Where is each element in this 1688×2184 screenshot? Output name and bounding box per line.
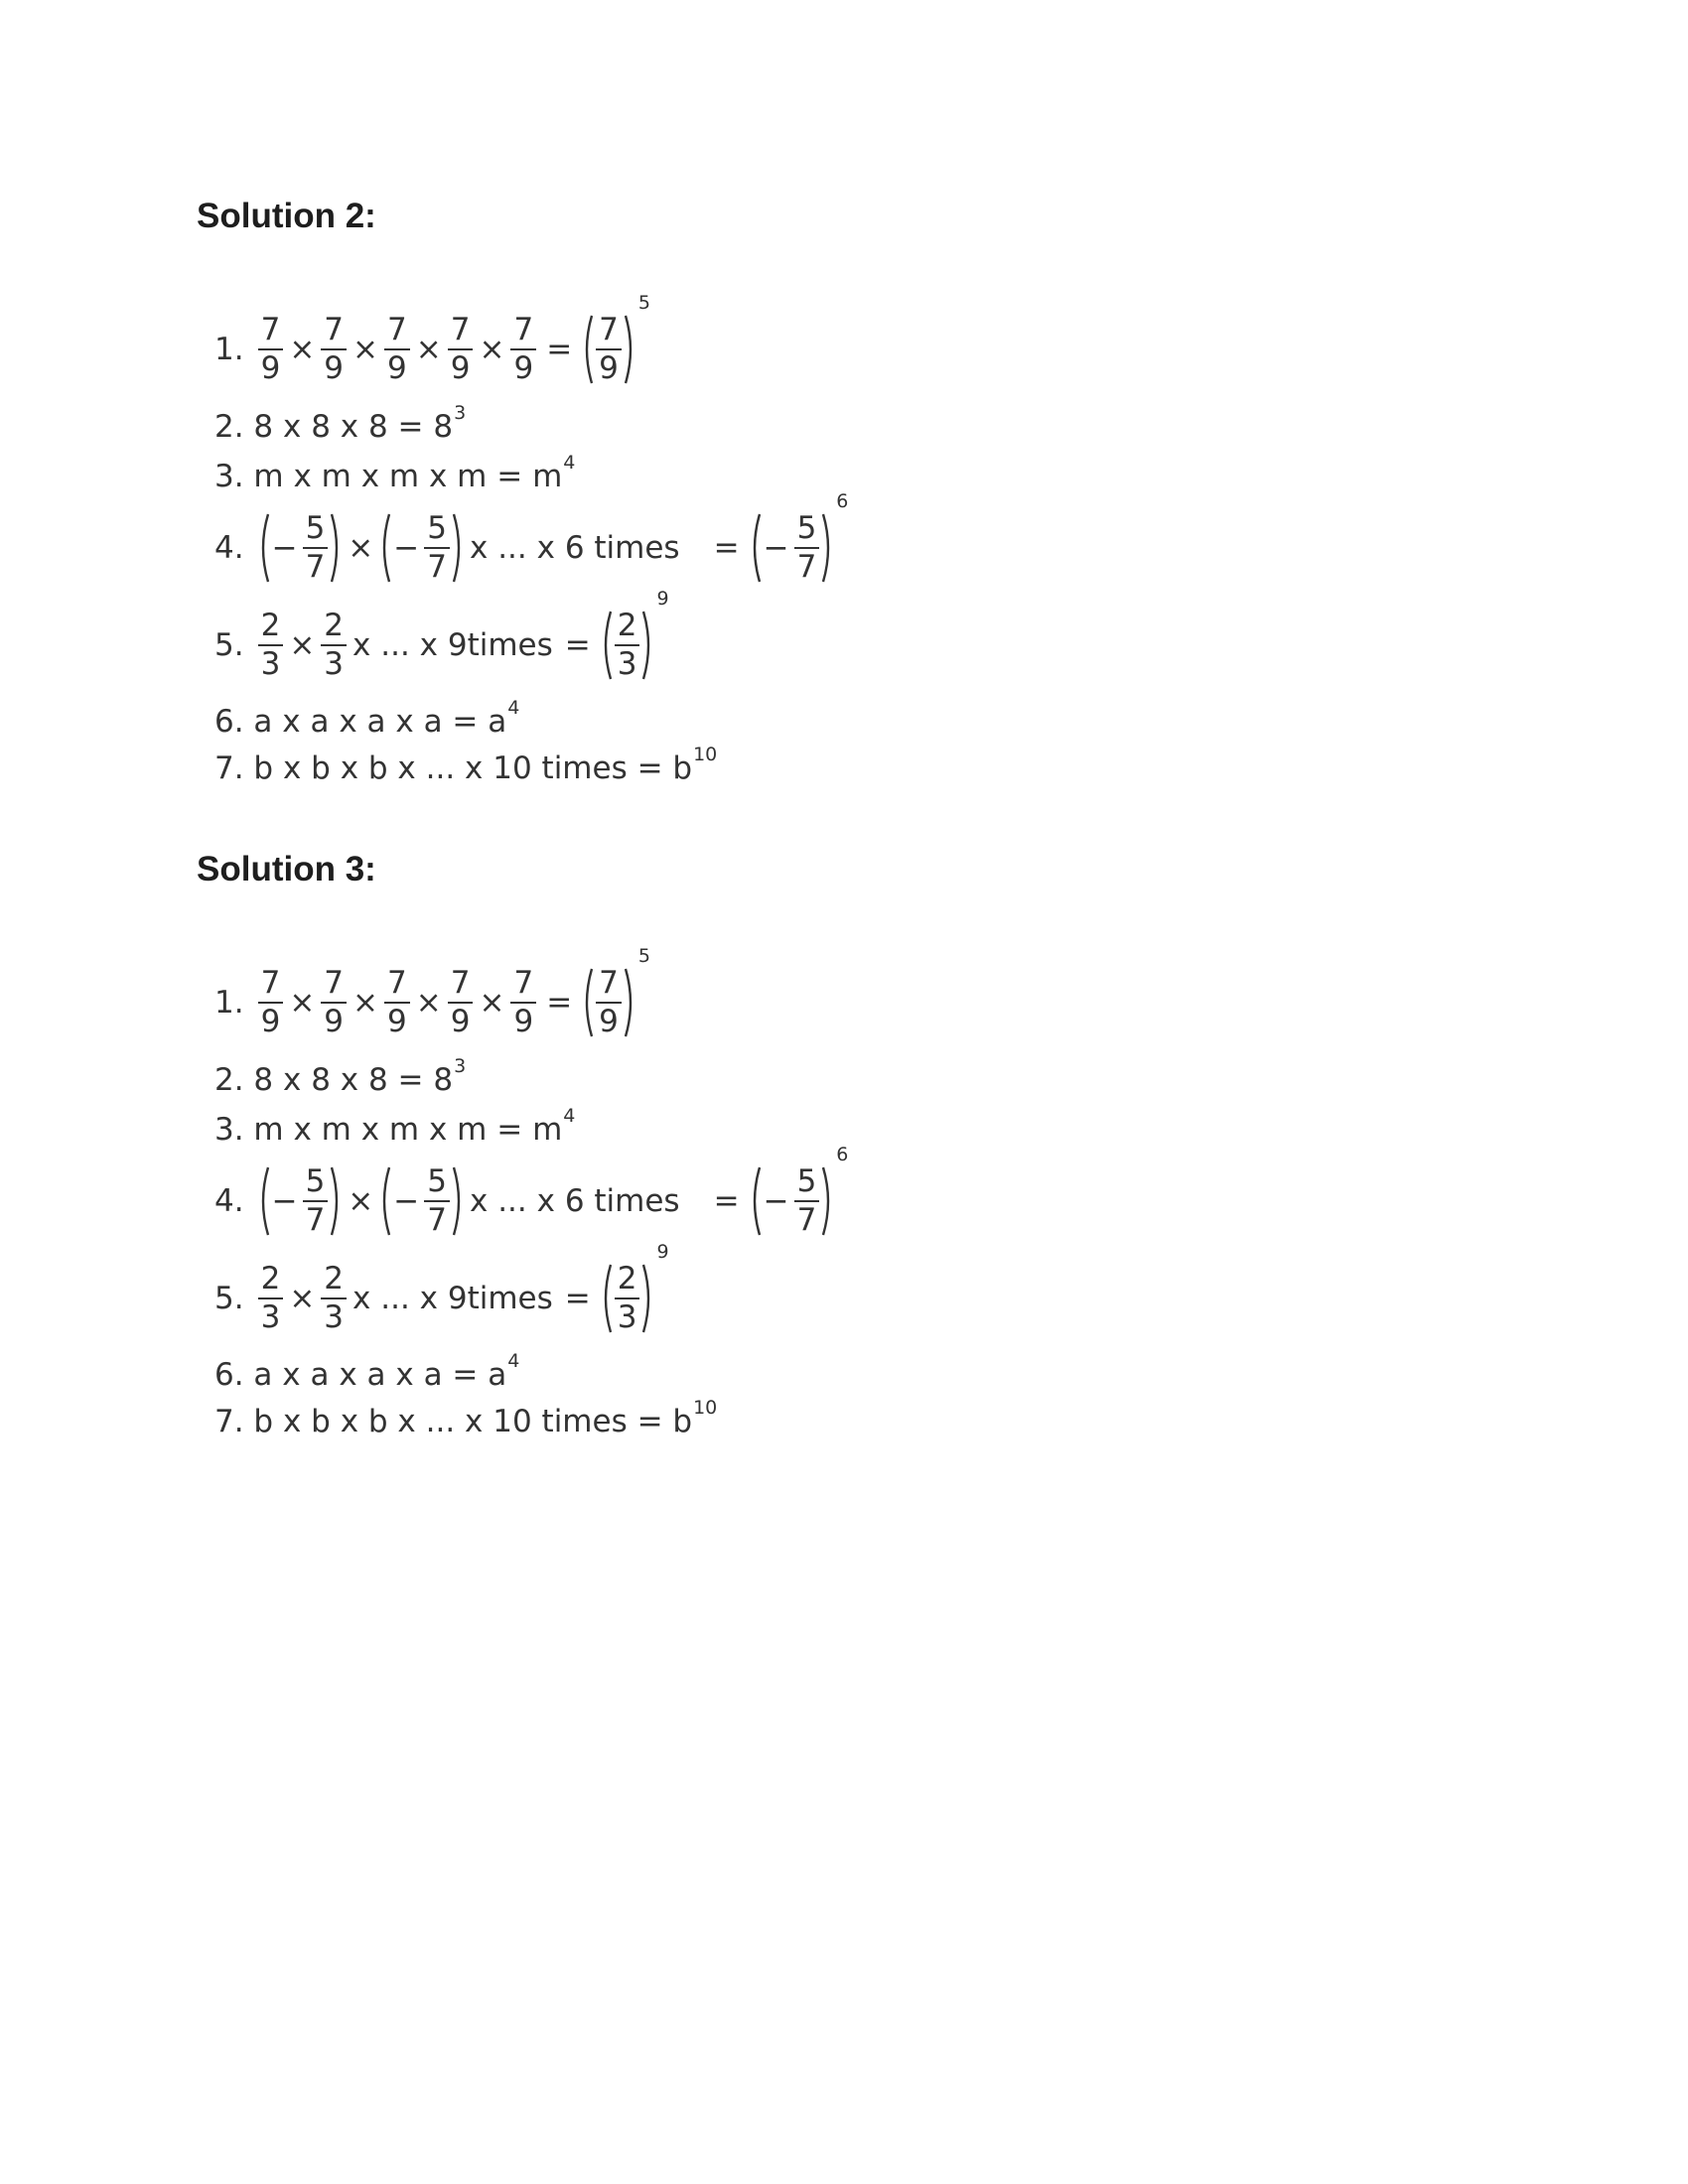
equation-line-1: 1. $\frac{7}{9}$ × $\frac{7}{9}$ × $\frac{7}{9}$ × $\frac{7}{9}$ × $\frac{7}{9}$ = $\frac{7}{9}$ 5 [214, 292, 650, 386]
parenthesized-fraction: $\frac{2}{3}$ [599, 610, 656, 681]
parenthesized-fraction: $\frac{2}{3}$ [599, 1263, 656, 1334]
exponent: 4 [563, 1105, 576, 1127]
line-number: 5. [214, 627, 244, 663]
fraction: $\frac{2}{3}$ [258, 611, 284, 680]
fraction: $\frac{2}{3}$ [321, 611, 347, 680]
equation-line-4: 4. − $\frac{5}{7}$ × − $\frac{5}{7}$ x ... x 6 times = − $\frac{5}{7}$ 6 [214, 490, 849, 585]
equation-line-5: 5. $\frac{2}{3}$ × $\frac{2}{3}$ x ... x 9times = $\frac{2}{3}$ 9 [214, 588, 669, 682]
fraction: $\frac{7}{9}$ [258, 968, 284, 1037]
equation-line-1: 1. $\frac{7}{9}$ × $\frac{7}{9}$ × $\frac{7}{9}$ × $\frac{7}{9}$ × $\frac{7}{9}$ = $\frac{7}{9}$ 5 [214, 945, 650, 1039]
fraction: $\frac{7}{9}$ [510, 968, 536, 1037]
fraction: $\frac{7}{9}$ [258, 315, 284, 384]
fraction: $\frac{7}{9}$ [448, 968, 474, 1037]
exponent: 4 [507, 1350, 520, 1372]
parenthesized-fraction: − $\frac{5}{7}$ [748, 1165, 836, 1237]
exponent: 3 [454, 1055, 467, 1077]
equation-line-6: 6. a x a x a x a = a 4 [214, 697, 520, 740]
equation-line-3: 3. m x m x m x m = m 4 [214, 1105, 576, 1148]
fraction: $\frac{7}{9}$ [321, 315, 347, 384]
equation-line-5: 5. $\frac{2}{3}$ × $\frac{2}{3}$ x ... x 9times = $\frac{2}{3}$ 9 [214, 1241, 669, 1335]
fraction: $\frac{7}{9}$ [448, 315, 474, 384]
exponent: 3 [454, 402, 467, 424]
solution-title: Solution 2: [197, 197, 376, 235]
fraction: $\frac{7}{9}$ [321, 968, 347, 1037]
parenthesized-fraction: − $\frac{5}{7}$ [256, 512, 345, 584]
equation-line-7: 7. b x b x b x ... x 10 times = b 10 [214, 1397, 718, 1439]
line-number: 4. [214, 1183, 244, 1219]
exponent: 10 [693, 744, 718, 765]
solution-title: Solution 3: [197, 850, 376, 888]
exponent: 9 [656, 588, 669, 610]
line-number: 1. [214, 985, 244, 1021]
exponent: 9 [656, 1241, 669, 1263]
parenthesized-fraction: − $\frac{5}{7}$ [748, 512, 836, 584]
equation-line-6: 6. a x a x a x a = a 4 [214, 1350, 520, 1393]
exponent: 10 [693, 1397, 718, 1419]
fraction: $\frac{7}{9}$ [384, 315, 410, 384]
fraction: $\frac{2}{3}$ [258, 1264, 284, 1333]
exponent: 6 [836, 1144, 849, 1165]
fraction: $\frac{7}{9}$ [384, 968, 410, 1037]
equation-line-2: 2. 8 x 8 x 8 = 8 3 [214, 402, 467, 445]
equation-line-2: 2. 8 x 8 x 8 = 8 3 [214, 1055, 467, 1098]
equation-line-4: 4. − $\frac{5}{7}$ × − $\frac{5}{7}$ x ... x 6 times = − $\frac{5}{7}$ 6 [214, 1144, 849, 1238]
equation-line-3: 3. m x m x m x m = m 4 [214, 452, 576, 494]
parenthesized-fraction: $\frac{7}{9}$ [580, 314, 637, 385]
exponent: 4 [563, 452, 576, 474]
parenthesized-fraction: − $\frac{5}{7}$ [377, 512, 466, 584]
fraction: $\frac{2}{3}$ [321, 1264, 347, 1333]
parenthesized-fraction: − $\frac{5}{7}$ [256, 1165, 345, 1237]
exponent: 5 [637, 945, 650, 967]
exponent: 5 [637, 292, 650, 314]
line-number: 1. [214, 332, 244, 367]
fraction: $\frac{7}{9}$ [510, 315, 536, 384]
parenthesized-fraction: − $\frac{5}{7}$ [377, 1165, 466, 1237]
exponent: 4 [507, 697, 520, 719]
parenthesized-fraction: $\frac{7}{9}$ [580, 967, 637, 1038]
line-number: 4. [214, 530, 244, 566]
exponent: 6 [836, 490, 849, 512]
line-number: 5. [214, 1281, 244, 1316]
equation-line-7: 7. b x b x b x ... x 10 times = b 10 [214, 744, 718, 786]
